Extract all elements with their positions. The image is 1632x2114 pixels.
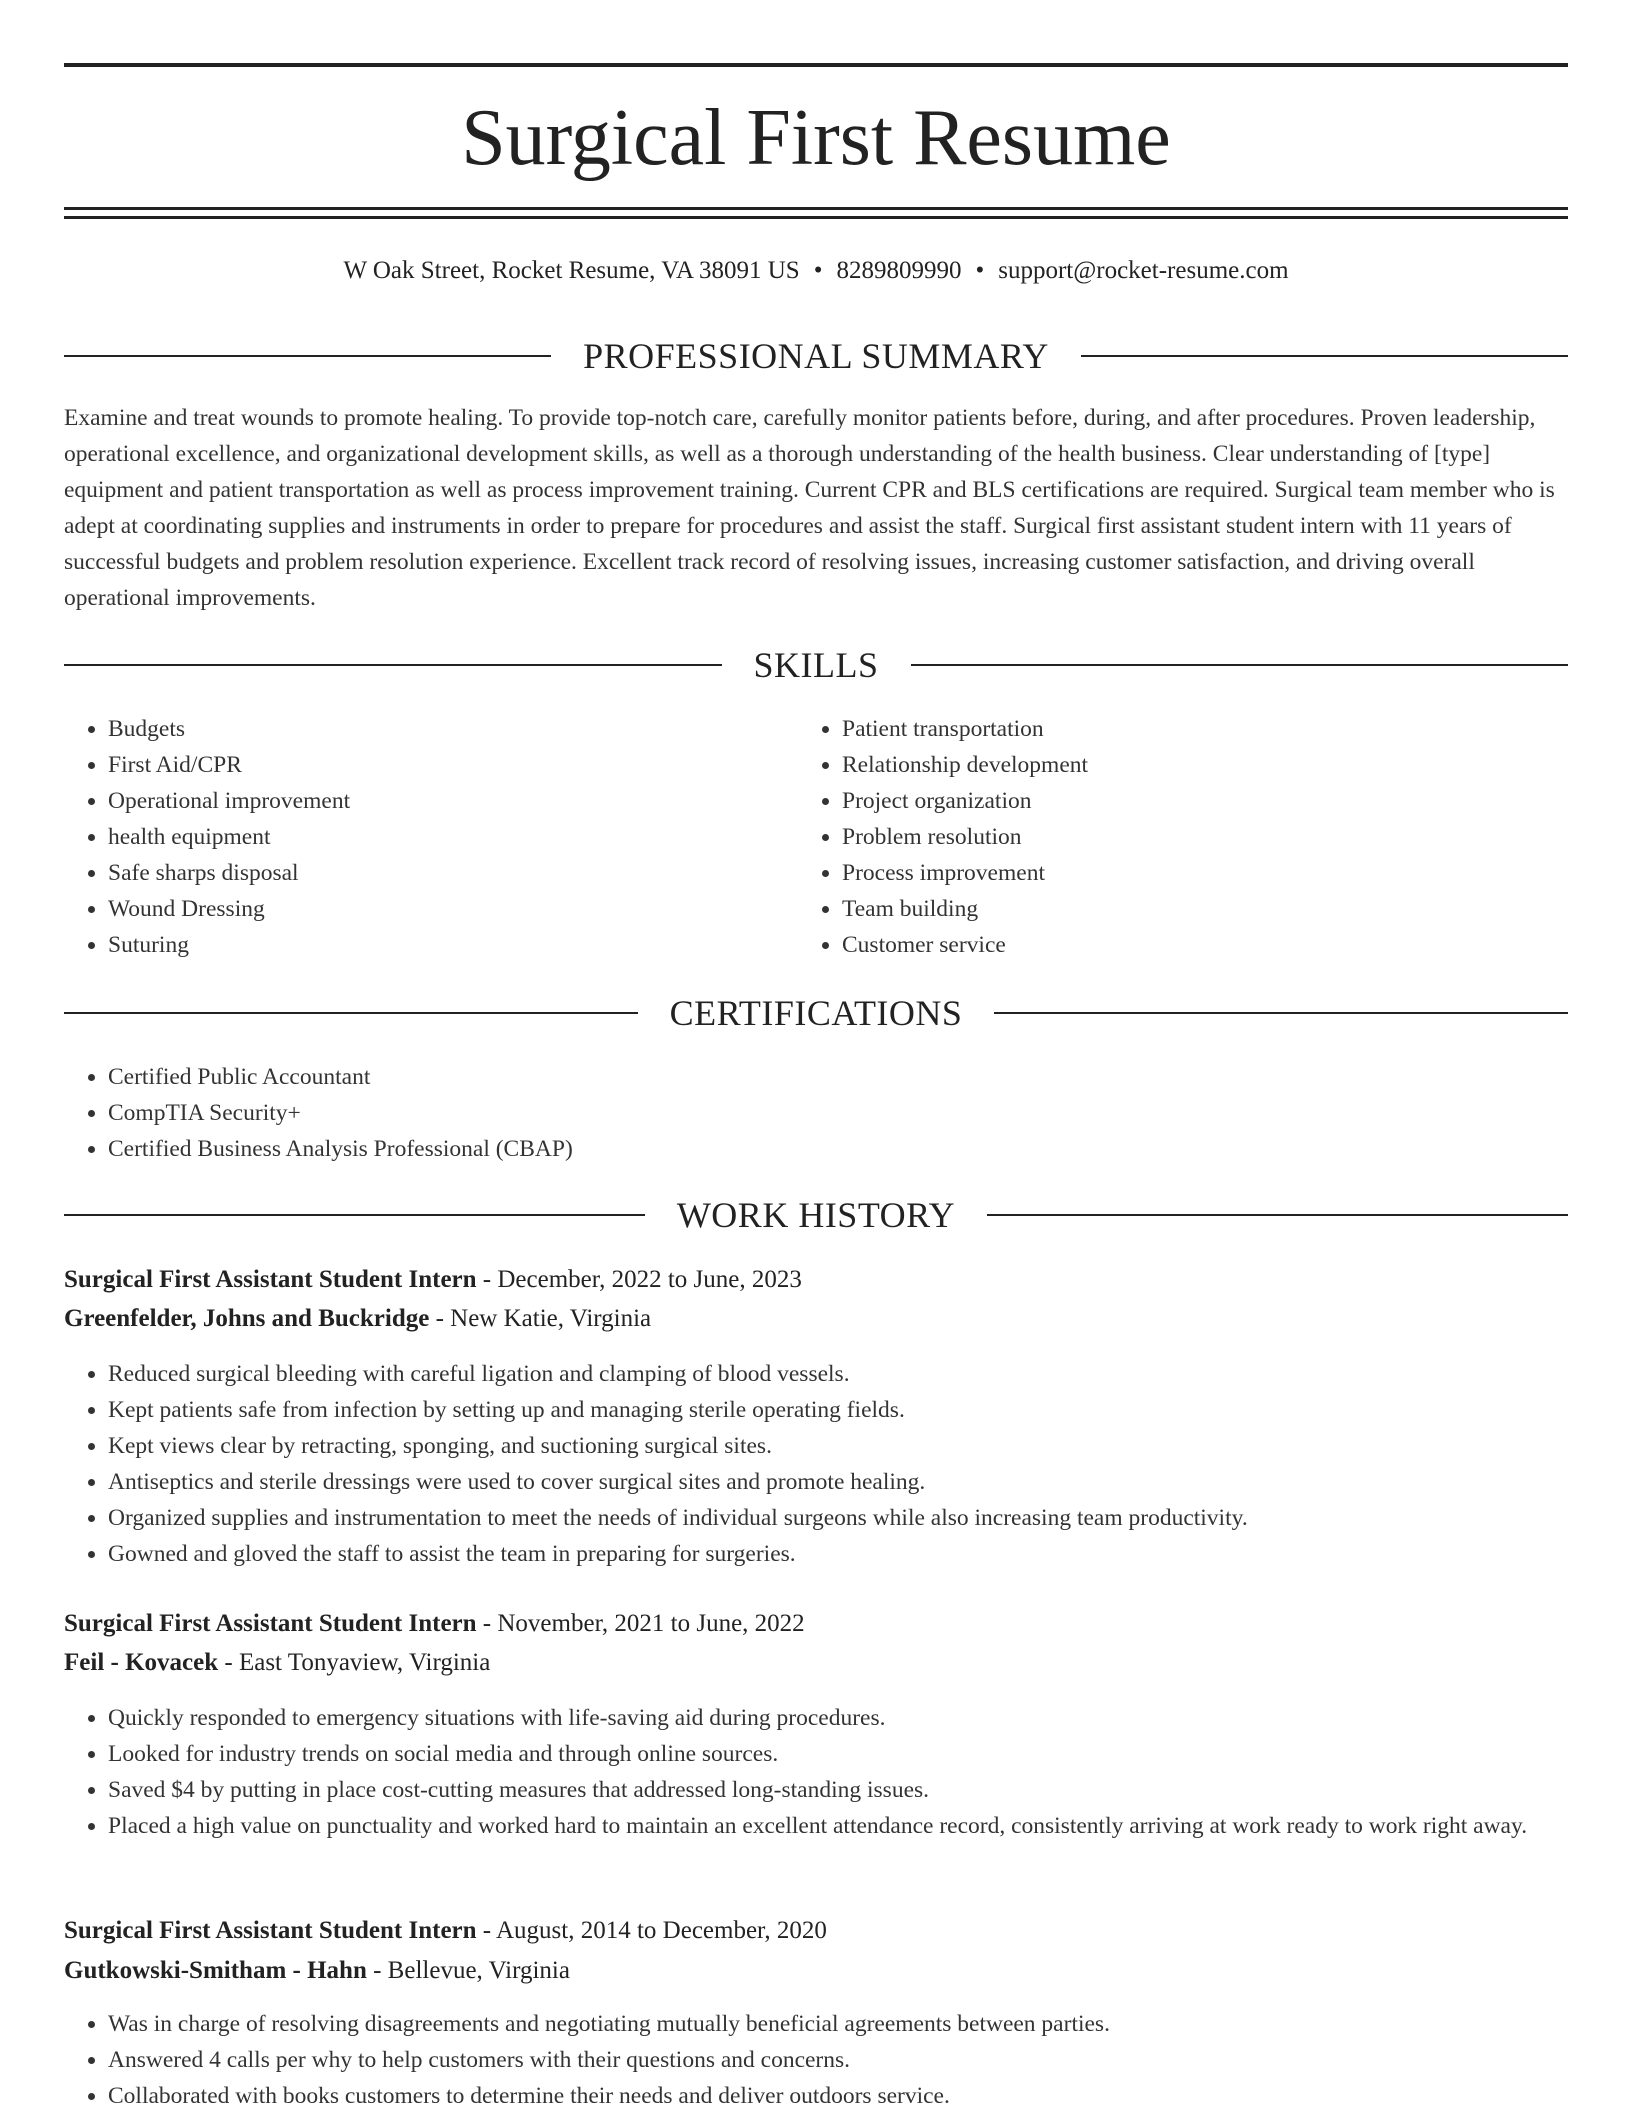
job-title-line [64,1262,1568,1298]
job-duty: • Organized supplies and instrumentation to meet the needs of individual surgeons while also increasing team productivity. [108,1500,1568,1536]
certification-item: • Certified Business Analysis Professional (CBAP) [108,1131,573,1167]
skill-item: • Wound Dressing [108,891,350,927]
job-duty: • Placed a high value on punctuality and worked hard to maintain an excellent attendance record, consistently arriving at work ready to work right away. [108,1808,1568,1844]
job-dates: - August, 2014 to December, 2020 [476,1917,827,1944]
job-duty: • Collaborated with books customers to determine their needs and deliver outdoors service. [108,2078,1568,2114]
skill-item: • First Aid/CPR [108,747,350,783]
job-duty: • Quickly responded to emergency situations with life-saving aid during procedures. [108,1700,1568,1736]
section-heading-work-history [64,1193,1568,1237]
job-duties-list [64,1356,1568,1572]
skill-item: • Budgets [108,711,350,747]
job-duty: • Antiseptics and sterile dressings were used to cover surgical sites and promote healing. [108,1464,1568,1500]
section-heading-summary [64,334,1568,378]
skills-list-right [798,711,1088,963]
section-title: SKILLS [753,645,879,685]
section-title: WORK HISTORY [676,1195,956,1235]
heading-rule [64,664,722,666]
skill-item: • Suturing [108,927,350,963]
job-duty: • Reduced surgical bleeding with careful ligation and clamping of blood vessels. [108,1356,1568,1392]
skill-item: • Team building [842,891,1088,927]
job-location: - Bellevue, Virginia [366,1957,570,1984]
contact-separator: • [813,257,823,284]
section-heading-certifications [64,991,1568,1035]
job-location: - New Katie, Virginia [429,1305,652,1332]
certification-item: • CompTIA Security+ [108,1095,573,1131]
skill-item: • Safe sharps disposal [108,855,350,891]
section-title: PROFESSIONAL SUMMARY [583,336,1049,376]
skill-item: • Relationship development [842,747,1088,783]
skill-item: • Patient transportation [842,711,1088,747]
job-duty: • Looked for industry trends on social media and through online sources. [108,1736,1568,1772]
heading-rule [64,355,551,357]
job-company: Gutkowski-Smitham - Hahn [64,1957,367,1984]
job-dates: - December, 2022 to June, 2023 [476,1266,802,1293]
heading-rule [1081,355,1568,357]
heading-rule [911,664,1569,666]
job-title: Surgical First Assistant Student Intern [64,1610,477,1637]
skill-item: • Process improvement [842,855,1088,891]
top-rule [64,63,1568,67]
skill-item: • Customer service [842,927,1088,963]
skills-list-left [64,711,350,963]
contact-phone: 8289809990 [836,257,962,284]
section-heading-skills [64,643,1568,687]
skill-item: • Problem resolution [842,819,1088,855]
job-location: - East Tonyaview, Virginia [218,1649,491,1676]
double-rule [64,207,1568,219]
resume-title: Surgical First Resume [461,94,1171,182]
summary-text: Examine and treat wounds to promote healing. To provide top-notch care, carefully monitor patients before, during, and after procedures. Proven leadership, operational excellence, and organizational development skills, as well as a thorough understanding of the health business. Clear understanding of [type] equipment and patient transportation as well as process improvement training. Current CPR and BLS certifications are required. Surgical team member who is adept at coordinating supplies and instruments in order to prepare for procedures and assist the staff. Surgical first assistant student intern with 11 years of successful budgets and problem resolution experience. Excellent track record of resolving issues, increasing customer satisfaction, and driving overall operational improvements. [64,405,1555,611]
job-duties-list [64,1700,1568,1844]
section-title: CERTIFICATIONS [669,993,963,1033]
job-title-line [64,1606,1568,1642]
job-company: Greenfelder, Johns and Buckridge [64,1305,430,1332]
contact-address: W Oak Street, Rocket Resume, VA 38091 US [343,257,800,284]
job-title: Surgical First Assistant Student Intern [64,1917,477,1944]
job-title: Surgical First Assistant Student Intern [64,1266,477,1293]
contact-separator: • [975,257,985,284]
job-company-line [64,1645,1568,1681]
job-duties-list [64,2006,1568,2114]
job-dates: - November, 2021 to June, 2022 [476,1610,805,1637]
contact-email: support@rocket-resume.com [998,257,1289,284]
job-duty: • Answered 4 calls per why to help customers with their questions and concerns. [108,2042,1568,2078]
job-duty: • Gowned and gloved the staff to assist the team in preparing for surgeries. [108,1536,1568,1572]
certification-item: • Certified Public Accountant [108,1059,573,1095]
certifications-list [64,1059,573,1167]
skill-item: • Operational improvement [108,783,350,819]
skill-item: • Project organization [842,783,1088,819]
job-duty: • Kept views clear by retracting, sponging, and suctioning surgical sites. [108,1428,1568,1464]
job-duty: • Saved $4 by putting in place cost-cutting measures that addressed long-standing issues. [108,1772,1568,1808]
job-company: Feil - Kovacek [64,1649,219,1676]
heading-rule [64,1012,638,1014]
heading-rule [994,1012,1568,1014]
job-title-line [64,1913,1568,1949]
job-company-line [64,1953,1568,1989]
job-company-line [64,1301,1568,1337]
skill-item: • health equipment [108,819,350,855]
contact-line [64,253,1568,289]
job-duty: • Was in charge of resolving disagreements and negotiating mutually beneficial agreements between parties. [108,2006,1568,2042]
job-duty: • Kept patients safe from infection by setting up and managing sterile operating fields. [108,1392,1568,1428]
heading-rule [64,1214,645,1216]
heading-rule [987,1214,1568,1216]
